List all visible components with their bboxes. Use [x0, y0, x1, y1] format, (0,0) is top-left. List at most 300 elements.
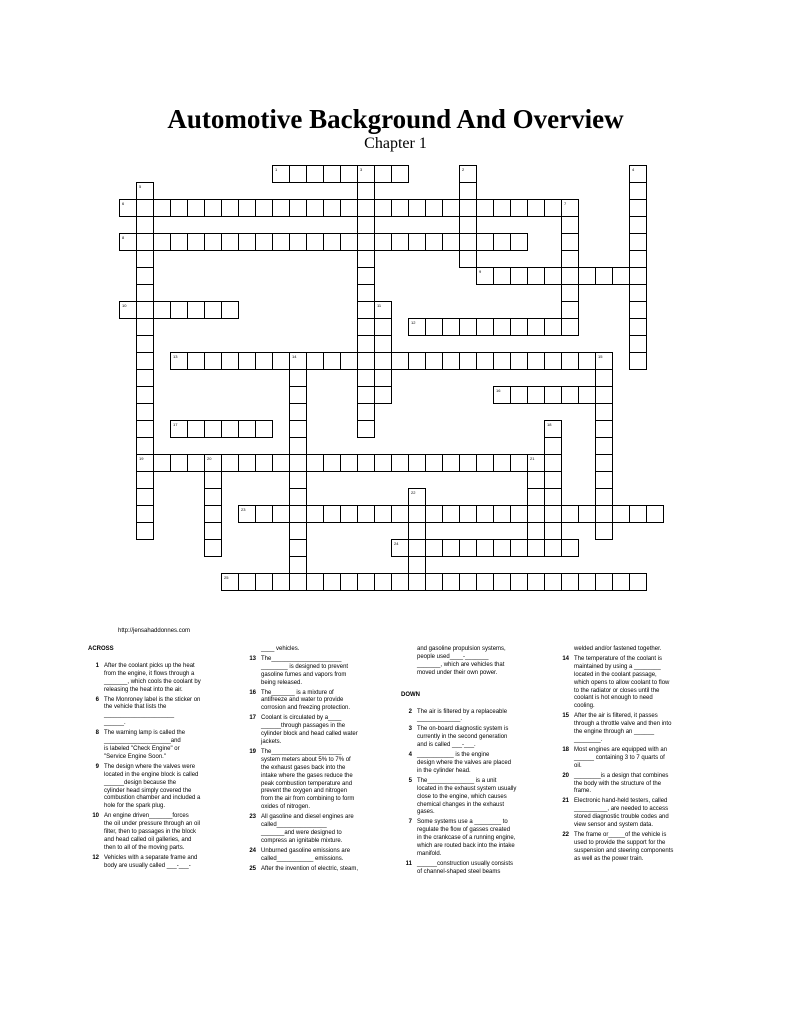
grid-cell[interactable] [289, 437, 307, 455]
grid-cell[interactable] [153, 233, 171, 251]
grid-cell[interactable] [527, 454, 545, 472]
grid-cell[interactable] [595, 403, 613, 421]
grid-cell[interactable] [459, 539, 477, 557]
grid-cell[interactable] [561, 267, 579, 285]
grid-cell[interactable] [476, 318, 494, 336]
grid-cell[interactable] [459, 352, 477, 370]
grid-cell[interactable] [289, 471, 307, 489]
grid-cell[interactable] [374, 335, 392, 353]
grid-cell[interactable] [595, 267, 613, 285]
grid-cell[interactable] [221, 199, 239, 217]
grid-cell[interactable] [136, 505, 154, 523]
grid-cell[interactable] [357, 352, 375, 370]
grid-cell[interactable] [527, 352, 545, 370]
grid-cell[interactable] [374, 165, 392, 183]
grid-cell[interactable] [323, 233, 341, 251]
grid-cell[interactable] [204, 488, 222, 506]
grid-cell[interactable] [544, 386, 562, 404]
grid-cell[interactable] [561, 284, 579, 302]
grid-cell[interactable] [221, 233, 239, 251]
grid-cell[interactable] [238, 352, 256, 370]
grid-cell[interactable] [595, 420, 613, 438]
grid-cell[interactable] [391, 352, 409, 370]
grid-cell[interactable] [595, 471, 613, 489]
grid-cell[interactable] [289, 539, 307, 557]
grid-cell[interactable] [493, 573, 511, 591]
grid-cell[interactable] [306, 199, 324, 217]
grid-cell[interactable] [493, 505, 511, 523]
grid-cell[interactable] [612, 267, 630, 285]
grid-cell[interactable] [544, 437, 562, 455]
grid-cell[interactable] [306, 233, 324, 251]
grid-cell[interactable] [510, 267, 528, 285]
grid-cell[interactable] [136, 335, 154, 353]
grid-cell[interactable] [595, 488, 613, 506]
grid-cell[interactable] [629, 335, 647, 353]
grid-cell[interactable] [136, 267, 154, 285]
grid-cell[interactable] [442, 318, 460, 336]
grid-cell[interactable] [544, 488, 562, 506]
grid-cell[interactable] [306, 165, 324, 183]
grid-cell[interactable] [204, 539, 222, 557]
grid-cell[interactable] [408, 505, 426, 523]
grid-cell[interactable] [510, 539, 528, 557]
grid-cell[interactable] [544, 505, 562, 523]
grid-cell[interactable] [561, 250, 579, 268]
grid-cell[interactable] [374, 369, 392, 387]
grid-cell[interactable] [527, 267, 545, 285]
grid-cell[interactable] [357, 386, 375, 404]
grid-cell[interactable] [459, 233, 477, 251]
grid-cell[interactable] [357, 454, 375, 472]
grid-cell[interactable] [578, 267, 596, 285]
grid-cell[interactable] [357, 420, 375, 438]
grid-cell[interactable] [153, 199, 171, 217]
grid-cell[interactable] [391, 199, 409, 217]
grid-cell[interactable] [289, 386, 307, 404]
grid-cell[interactable] [510, 573, 528, 591]
grid-cell[interactable] [357, 335, 375, 353]
grid-cell[interactable] [255, 420, 273, 438]
grid-cell[interactable] [544, 573, 562, 591]
grid-cell[interactable] [255, 573, 273, 591]
grid-cell[interactable] [476, 573, 494, 591]
grid-cell[interactable] [289, 556, 307, 574]
grid-cell[interactable] [595, 505, 613, 523]
grid-cell[interactable] [357, 403, 375, 421]
grid-cell[interactable] [544, 454, 562, 472]
grid-cell[interactable] [306, 454, 324, 472]
grid-cell[interactable] [289, 488, 307, 506]
grid-cell[interactable] [459, 182, 477, 200]
grid-cell[interactable] [357, 505, 375, 523]
grid-cell[interactable] [629, 165, 647, 183]
grid-cell[interactable] [408, 573, 426, 591]
grid-cell[interactable] [170, 454, 188, 472]
grid-cell[interactable] [578, 505, 596, 523]
grid-cell[interactable] [374, 233, 392, 251]
grid-cell[interactable] [204, 454, 222, 472]
grid-cell[interactable] [476, 505, 494, 523]
grid-cell[interactable] [204, 301, 222, 319]
grid-cell[interactable] [476, 233, 494, 251]
grid-cell[interactable] [323, 573, 341, 591]
grid-cell[interactable] [289, 505, 307, 523]
grid-cell[interactable] [374, 386, 392, 404]
grid-cell[interactable] [136, 233, 154, 251]
grid-cell[interactable] [561, 199, 579, 217]
grid-cell[interactable] [595, 522, 613, 540]
grid-cell[interactable] [459, 505, 477, 523]
grid-cell[interactable] [323, 165, 341, 183]
grid-cell[interactable] [408, 233, 426, 251]
grid-cell[interactable] [459, 165, 477, 183]
grid-cell[interactable] [136, 369, 154, 387]
grid-cell[interactable] [187, 301, 205, 319]
grid-cell[interactable] [136, 488, 154, 506]
grid-cell[interactable] [357, 369, 375, 387]
grid-cell[interactable] [357, 318, 375, 336]
grid-cell[interactable] [136, 182, 154, 200]
grid-cell[interactable] [425, 454, 443, 472]
grid-cell[interactable] [136, 437, 154, 455]
grid-cell[interactable] [425, 199, 443, 217]
grid-cell[interactable] [255, 352, 273, 370]
grid-cell[interactable] [170, 352, 188, 370]
grid-cell[interactable] [255, 233, 273, 251]
grid-cell[interactable] [136, 216, 154, 234]
grid-cell[interactable] [289, 369, 307, 387]
grid-cell[interactable] [561, 301, 579, 319]
grid-cell[interactable] [459, 250, 477, 268]
grid-cell[interactable] [544, 522, 562, 540]
grid-cell[interactable] [527, 539, 545, 557]
grid-cell[interactable] [425, 352, 443, 370]
grid-cell[interactable] [629, 233, 647, 251]
grid-cell[interactable] [459, 216, 477, 234]
grid-cell[interactable] [357, 573, 375, 591]
grid-cell[interactable] [136, 386, 154, 404]
grid-cell[interactable] [544, 471, 562, 489]
grid-cell[interactable] [187, 454, 205, 472]
grid-cell[interactable] [629, 267, 647, 285]
grid-cell[interactable] [306, 505, 324, 523]
grid-cell[interactable] [561, 233, 579, 251]
grid-cell[interactable] [510, 352, 528, 370]
grid-cell[interactable] [221, 573, 239, 591]
grid-cell[interactable] [612, 573, 630, 591]
grid-cell[interactable] [221, 420, 239, 438]
grid-cell[interactable] [323, 352, 341, 370]
grid-cell[interactable] [544, 318, 562, 336]
clue-number: 13 [173, 354, 178, 359]
grid-cell[interactable] [578, 573, 596, 591]
grid-cell[interactable] [408, 352, 426, 370]
grid-cell[interactable] [459, 199, 477, 217]
grid-cell[interactable] [272, 505, 290, 523]
grid-cell[interactable] [136, 420, 154, 438]
grid-cell[interactable] [442, 199, 460, 217]
grid-cell[interactable] [187, 352, 205, 370]
grid-cell[interactable] [136, 352, 154, 370]
grid-cell[interactable] [629, 216, 647, 234]
grid-cell[interactable] [204, 522, 222, 540]
grid-cell[interactable] [374, 318, 392, 336]
grid-cell[interactable] [323, 454, 341, 472]
grid-cell[interactable] [323, 199, 341, 217]
grid-cell[interactable] [527, 471, 545, 489]
grid-cell[interactable] [442, 539, 460, 557]
grid-cell[interactable] [493, 386, 511, 404]
grid-cell[interactable] [629, 284, 647, 302]
grid-cell[interactable] [561, 386, 579, 404]
grid-cell[interactable] [153, 454, 171, 472]
grid-cell[interactable] [340, 454, 358, 472]
grid-cell[interactable] [187, 420, 205, 438]
grid-cell[interactable] [544, 352, 562, 370]
grid-cell[interactable] [578, 386, 596, 404]
grid-cell[interactable] [272, 352, 290, 370]
grid-cell[interactable] [459, 318, 477, 336]
grid-cell[interactable] [629, 182, 647, 200]
grid-cell[interactable] [136, 284, 154, 302]
grid-cell[interactable] [238, 420, 256, 438]
grid-cell[interactable] [340, 573, 358, 591]
grid-cell[interactable] [544, 267, 562, 285]
grid-cell[interactable] [374, 352, 392, 370]
grid-cell[interactable] [544, 199, 562, 217]
grid-cell[interactable] [646, 505, 664, 523]
grid-cell[interactable] [340, 199, 358, 217]
grid-cell[interactable] [357, 301, 375, 319]
grid-cell[interactable] [561, 352, 579, 370]
grid-cell[interactable] [408, 199, 426, 217]
grid-cell[interactable] [221, 352, 239, 370]
grid-cell[interactable] [357, 267, 375, 285]
grid-cell[interactable] [629, 352, 647, 370]
grid-cell[interactable] [493, 233, 511, 251]
grid-cell[interactable] [595, 386, 613, 404]
grid-cell[interactable] [629, 250, 647, 268]
grid-cell[interactable] [272, 454, 290, 472]
grid-cell[interactable] [119, 301, 137, 319]
grid-cell[interactable] [136, 250, 154, 268]
grid-cell[interactable] [289, 233, 307, 251]
grid-cell[interactable] [493, 318, 511, 336]
grid-cell[interactable] [323, 505, 341, 523]
grid-cell[interactable] [255, 454, 273, 472]
grid-cell[interactable] [408, 488, 426, 506]
grid-cell[interactable] [493, 454, 511, 472]
grid-cell[interactable] [476, 539, 494, 557]
grid-cell[interactable] [289, 573, 307, 591]
grid-cell[interactable] [187, 199, 205, 217]
grid-cell[interactable] [340, 352, 358, 370]
grid-cell[interactable] [374, 505, 392, 523]
grid-cell[interactable] [527, 522, 545, 540]
grid-cell[interactable] [408, 318, 426, 336]
grid-cell[interactable] [136, 522, 154, 540]
grid-cell[interactable] [136, 318, 154, 336]
grid-cell[interactable] [510, 199, 528, 217]
grid-cell[interactable] [595, 573, 613, 591]
grid-cell[interactable] [493, 267, 511, 285]
grid-cell[interactable] [204, 420, 222, 438]
grid-cell[interactable] [527, 386, 545, 404]
grid-cell[interactable] [306, 573, 324, 591]
grid-cell[interactable] [272, 573, 290, 591]
grid-cell[interactable] [561, 216, 579, 234]
grid-cell[interactable] [442, 233, 460, 251]
grid-cell[interactable] [289, 420, 307, 438]
grid-cell[interactable] [527, 505, 545, 523]
grid-cell[interactable] [357, 250, 375, 268]
grid-cell[interactable] [272, 233, 290, 251]
grid-cell[interactable] [493, 539, 511, 557]
grid-cell[interactable] [153, 301, 171, 319]
grid-cell[interactable] [357, 233, 375, 251]
grid-cell[interactable] [374, 573, 392, 591]
grid-cell[interactable] [204, 471, 222, 489]
grid-cell[interactable] [357, 182, 375, 200]
grid-cell[interactable] [425, 573, 443, 591]
grid-cell[interactable] [238, 233, 256, 251]
grid-cell[interactable] [289, 454, 307, 472]
grid-cell[interactable] [391, 505, 409, 523]
grid-cell[interactable] [442, 573, 460, 591]
grid-cell[interactable] [170, 301, 188, 319]
grid-cell[interactable] [510, 233, 528, 251]
grid-cell[interactable] [391, 454, 409, 472]
grid-cell[interactable] [187, 233, 205, 251]
grid-cell[interactable] [408, 539, 426, 557]
grid-cell[interactable] [561, 318, 579, 336]
grid-cell[interactable] [255, 199, 273, 217]
grid-cell[interactable] [493, 352, 511, 370]
grid-cell[interactable] [561, 539, 579, 557]
grid-cell[interactable] [221, 301, 239, 319]
grid-cell[interactable] [595, 352, 613, 370]
grid-cell[interactable] [170, 233, 188, 251]
grid-cell[interactable] [289, 403, 307, 421]
grid-cell[interactable] [289, 522, 307, 540]
grid-cell[interactable] [442, 454, 460, 472]
grid-cell[interactable] [289, 352, 307, 370]
grid-cell[interactable] [289, 165, 307, 183]
grid-cell[interactable] [408, 556, 426, 574]
grid-cell[interactable] [238, 199, 256, 217]
grid-cell[interactable] [629, 199, 647, 217]
grid-cell[interactable] [119, 199, 137, 217]
grid-cell[interactable] [391, 573, 409, 591]
grid-cell[interactable] [391, 233, 409, 251]
grid-cell[interactable] [204, 233, 222, 251]
grid-cell[interactable] [272, 199, 290, 217]
grid-cell[interactable] [476, 267, 494, 285]
grid-cell[interactable] [289, 199, 307, 217]
grid-cell[interactable] [544, 420, 562, 438]
grid-cell[interactable] [425, 233, 443, 251]
grid-cell[interactable] [357, 216, 375, 234]
grid-cell[interactable] [374, 301, 392, 319]
grid-cell[interactable] [595, 437, 613, 455]
grid-cell[interactable] [238, 454, 256, 472]
grid-cell[interactable] [357, 199, 375, 217]
grid-cell[interactable] [340, 233, 358, 251]
grid-cell[interactable] [629, 505, 647, 523]
grid-cell[interactable] [391, 165, 409, 183]
grid-cell[interactable] [561, 573, 579, 591]
grid-cell[interactable] [510, 454, 528, 472]
grid-cell[interactable] [527, 318, 545, 336]
grid-cell[interactable] [425, 539, 443, 557]
grid-cell[interactable] [238, 573, 256, 591]
grid-cell[interactable] [442, 352, 460, 370]
grid-cell[interactable] [374, 199, 392, 217]
grid-cell[interactable] [442, 505, 460, 523]
grid-cell[interactable] [476, 199, 494, 217]
grid-cell[interactable] [510, 505, 528, 523]
grid-cell[interactable] [306, 352, 324, 370]
grid-cell[interactable] [340, 165, 358, 183]
grid-cell[interactable] [204, 199, 222, 217]
grid-cell[interactable] [204, 505, 222, 523]
grid-cell[interactable] [221, 454, 239, 472]
grid-cell[interactable] [136, 403, 154, 421]
grid-cell[interactable] [459, 454, 477, 472]
grid-cell[interactable] [544, 539, 562, 557]
grid-cell[interactable] [595, 454, 613, 472]
grid-cell[interactable] [238, 505, 256, 523]
grid-cell[interactable] [340, 505, 358, 523]
grid-cell[interactable] [357, 165, 375, 183]
grid-cell[interactable] [272, 165, 290, 183]
grid-cell[interactable] [510, 386, 528, 404]
grid-cell[interactable] [510, 318, 528, 336]
grid-cell[interactable] [425, 318, 443, 336]
grid-cell[interactable] [561, 505, 579, 523]
grid-cell[interactable] [629, 318, 647, 336]
grid-cell[interactable] [493, 199, 511, 217]
grid-cell[interactable] [527, 573, 545, 591]
grid-cell[interactable] [255, 505, 273, 523]
grid-cell[interactable] [527, 199, 545, 217]
grid-cell[interactable] [170, 199, 188, 217]
grid-cell[interactable] [629, 301, 647, 319]
grid-cell[interactable] [136, 301, 154, 319]
grid-cell[interactable] [578, 352, 596, 370]
grid-cell[interactable] [476, 454, 494, 472]
grid-cell[interactable] [425, 505, 443, 523]
grid-cell[interactable] [119, 233, 137, 251]
grid-cell[interactable] [408, 454, 426, 472]
grid-cell[interactable] [136, 454, 154, 472]
grid-cell[interactable] [476, 352, 494, 370]
grid-cell[interactable] [170, 420, 188, 438]
grid-cell[interactable] [391, 539, 409, 557]
grid-cell[interactable] [408, 522, 426, 540]
grid-cell[interactable] [136, 471, 154, 489]
grid-cell[interactable] [374, 454, 392, 472]
grid-cell[interactable] [595, 369, 613, 387]
grid-cell[interactable] [136, 199, 154, 217]
grid-cell[interactable] [459, 573, 477, 591]
grid-cell[interactable] [204, 352, 222, 370]
grid-cell[interactable] [629, 573, 647, 591]
grid-cell[interactable] [357, 284, 375, 302]
grid-cell[interactable] [612, 505, 630, 523]
grid-cell[interactable] [527, 488, 545, 506]
